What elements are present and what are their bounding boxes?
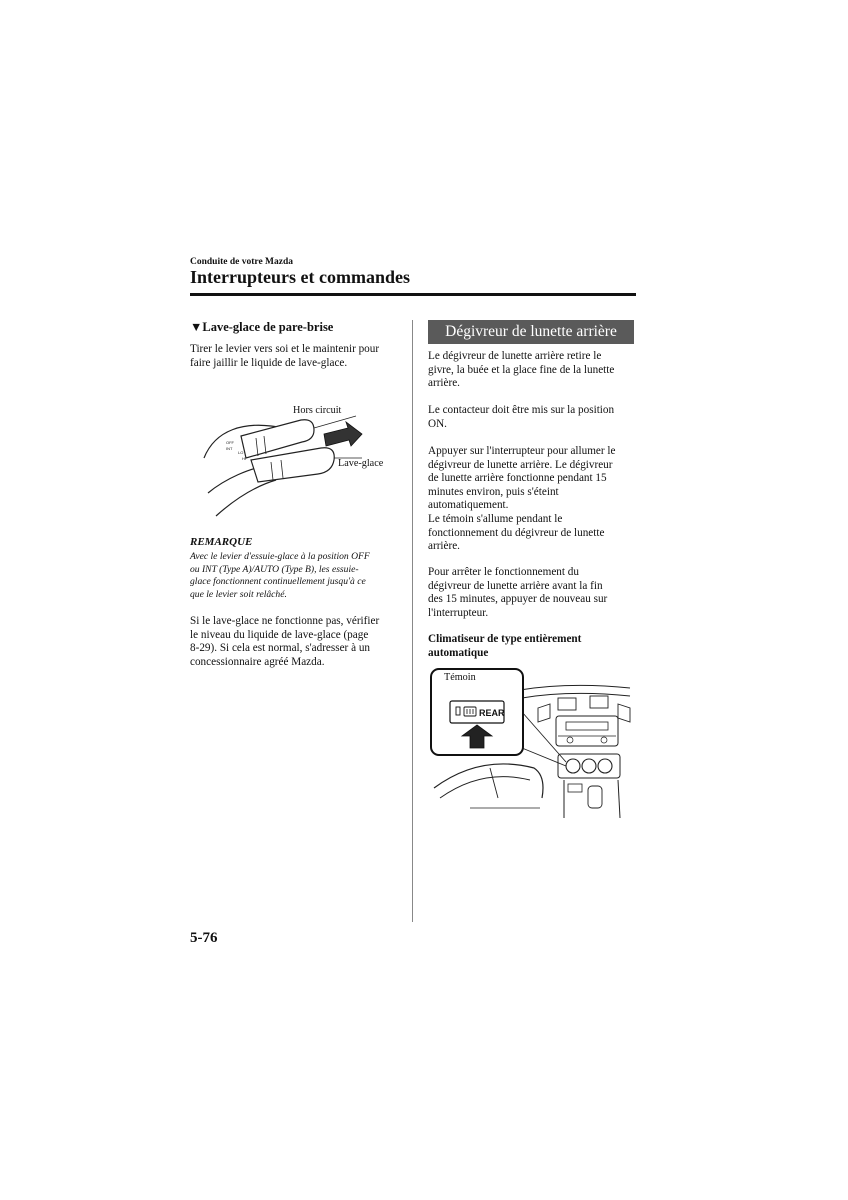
svg-text:OFF: OFF [226, 440, 234, 445]
rear-button-text: REAR [479, 708, 505, 718]
note-heading: REMARQUE [190, 536, 253, 548]
washer-troubleshoot: Si le lave-glace ne fonctionne pas, vérifier le niveau du liquide de lave-glace (page 8-29). Si cela est normal, s'adresser à un concessionnaire agréé Mazda. [190, 615, 380, 668]
note-text: Avec le levier d'essuie-glace à la position OFF ou INT (Type A)/AUTO (Type B), les essuie- glace fonctionnent continuellement jusqu'à ce que le levier soit relâché. [190, 551, 370, 600]
defroster-intro: Le dégivreur de lunette arrière retire le givre, la buée et la glace fine de la lunette arrière. [428, 350, 615, 390]
svg-text:INT: INT [226, 446, 233, 451]
page-number: 5-76 [190, 930, 218, 946]
defroster-stop: Pour arrêter le fonctionnement du dégivreur de lunette arrière avant la fin des 15 minutes, appuyer de nouveau sur l'interrupteur. [428, 566, 608, 619]
label-indicator: Témoin [444, 672, 476, 683]
svg-text:HI: HI [242, 456, 246, 461]
dashboard-illustration [430, 668, 634, 820]
dashboard-drawing [430, 668, 634, 820]
column-divider [412, 320, 413, 922]
defroster-operation: Appuyer sur l'interrupteur pour allumer le dégivreur de lunette arrière. Le dégivreur de lunette arrière fonctionne pendant 15 minutes environ, puis s'éteint automatiquement. Le témoin s'allume pendant le fonctionnement du dégivreur de lunette arrière. [428, 445, 616, 553]
label-off: Hors circuit [293, 405, 342, 416]
washer-heading: ▼Lave-glace de pare-brise [190, 320, 334, 334]
svg-text:LO: LO [238, 450, 244, 455]
title-rule [190, 293, 636, 296]
page-title: Interrupteurs et commandes [190, 267, 410, 287]
climate-subhead: Climatiseur de type entièrement automatique [428, 633, 582, 659]
washer-intro: Tirer le levier vers soi et le maintenir pour faire jaillir le liquide de lave-glace. [190, 343, 380, 369]
ignition-note: Le contacteur doit être mis sur la position ON. [428, 404, 615, 430]
label-washer: Lave-glace [338, 458, 384, 469]
section-label: Conduite de votre Mazda [190, 257, 293, 267]
section-banner: Dégivreur de lunette arrière [428, 320, 634, 344]
